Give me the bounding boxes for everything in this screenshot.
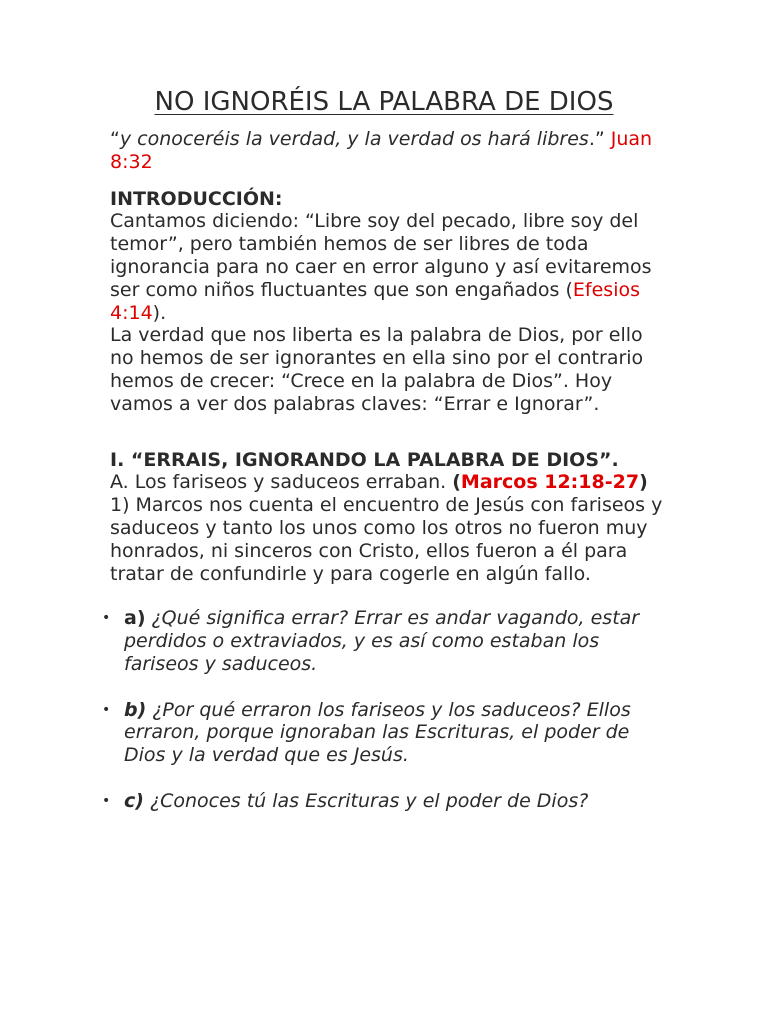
bullet-icon: •: [102, 792, 111, 809]
list-item-text: ¿Conoces tú las Escrituras y el poder de Dios?: [143, 789, 589, 812]
list-item: [102, 607, 670, 675]
intro-p1-text: Cantamos diciendo: “Libre soy del pecado, libre soy del temor”, pero también hemos de ser libres de toda ignorancia para no caer en error alguno y así evitaremos ser como niños fluctuantes que son engañados (: [110, 210, 652, 301]
document-body: [102, 128, 670, 835]
list-item-label: b): [124, 698, 147, 721]
spacer: [110, 585, 670, 607]
quote-open-mark: “: [110, 128, 120, 150]
quote-close-mark: .”: [588, 128, 605, 150]
list-item-label: c): [124, 789, 144, 812]
intro-heading: INTRODUCCIÓN:: [110, 187, 283, 210]
list-item-text: ¿Por qué erraron los fariseos y los saduceos? Ellos erraron, porque ignoraban las Escrituras, el poder de Dios y la verdad que es Jesús.: [124, 698, 631, 767]
list-item-text: ¿Qué significa errar? Errar es andar vagando, estar perdidos o extraviados, y es así como estaban los fariseos y saduceos.: [124, 607, 640, 675]
quote-reference: Juan 8:32: [110, 128, 653, 173]
intro-p1-end: ).: [152, 301, 167, 324]
point-a-reference: Marcos 12:18-27: [460, 471, 640, 494]
question-list: [102, 607, 670, 812]
page-title: [0, 86, 768, 118]
spacer: [110, 416, 670, 439]
section-1-point-a: [110, 471, 670, 494]
page-title-text: NO IGNORÉIS LA PALABRA DE DIOS: [154, 87, 614, 117]
intro-paragraph-2: La verdad que nos liberta es la palabra de Dios, por ello no hemos de ser ignorantes en ella sino por el contrario hemos de crecer: “Crece en la palabra de Dios”. Hoy vamos a ver dos palabras claves: “Errar e Ignorar”.: [110, 324, 644, 415]
spacer: [110, 439, 670, 449]
bullet-icon: •: [102, 701, 111, 718]
point-a-paren-close: ): [639, 471, 648, 494]
section-1-heading: I. “ERRAIS, IGNORANDO LA PALABRA DE DIOS”.: [110, 448, 619, 471]
intro-paragraph-1: [110, 210, 670, 324]
list-item: [102, 789, 670, 813]
list-item: [102, 698, 670, 767]
point-a-paren-open: (: [452, 471, 461, 494]
epigraph-quote: [110, 128, 670, 174]
section-1-paragraph-1: 1) Marcos nos cuenta el encuentro de Jesús con fariseos y saduceos y tanto los unos como los otros no fueron muy honrados, ni sinceros con Cristo, ellos fueron a él para tratar de confundirle y para cogerle en algún fallo.: [110, 494, 663, 585]
point-a-text: A. Los fariseos y saduceos erraban.: [110, 471, 453, 494]
list-item-label: a): [124, 607, 146, 630]
bullet-icon: •: [102, 610, 111, 627]
intro-p1-reference: Efesios 4:14: [110, 278, 641, 324]
quote-text: y conoceréis la verdad, y la verdad os hará libres: [119, 128, 589, 150]
